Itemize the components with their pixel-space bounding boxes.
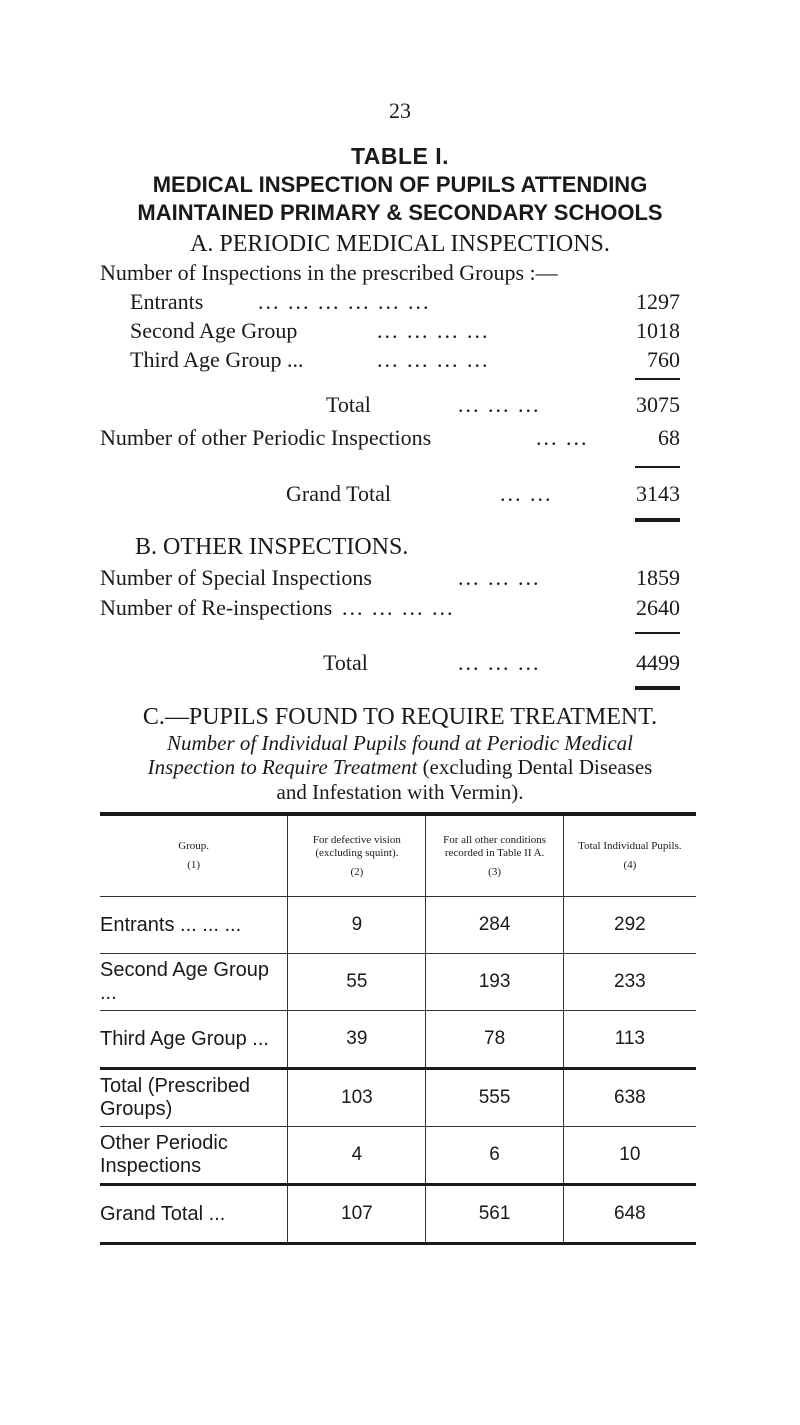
col-header-other-conditions xyxy=(426,816,563,897)
table-row xyxy=(100,1185,696,1244)
cell-group: Grand Total ... xyxy=(100,1185,288,1244)
cell-total: 648 xyxy=(563,1185,696,1244)
table-header-row xyxy=(100,816,696,897)
section-a-intro: Number of Inspections in the prescribed Groups :— xyxy=(100,260,558,285)
cell-defective-vision: 103 xyxy=(288,1069,426,1127)
section-c-subheading-text-1: Number of Individual Pupils found at Periodic Medical xyxy=(166,731,634,755)
col-header-total-num: (4) xyxy=(623,859,637,871)
cell-group: Other Periodic Inspections xyxy=(100,1127,288,1185)
cell-total: 233 xyxy=(563,954,696,1011)
cell-defective-vision: 55 xyxy=(288,954,426,1011)
col-header-other-conditions-label: For all other conditions recorded in Table II A. xyxy=(443,833,547,859)
page-number: 23 xyxy=(389,98,411,123)
section-c-subheading-line-3: and Infestation with Vermin). xyxy=(276,780,524,804)
table-row xyxy=(100,1011,696,1069)
cell-group: Third Age Group ... xyxy=(100,1011,288,1069)
entrants-dots: ... ... ... ... ... ... xyxy=(258,289,431,314)
col-header-group-num: (1) xyxy=(187,859,201,871)
title-line-1: MEDICAL INSPECTION OF PUPILS ATTENDING xyxy=(152,172,648,197)
treatment-table xyxy=(100,816,696,1245)
col-header-total-label: Total Individual Pupils. xyxy=(578,840,682,852)
section-c-subheading-line-1 xyxy=(0,731,800,756)
re-inspections-value: 2640 xyxy=(636,595,680,620)
cell-other-conditions: 6 xyxy=(426,1127,563,1185)
col-header-defective-vision-num: (2) xyxy=(350,865,364,878)
grand-total-a-label: Grand Total xyxy=(286,481,391,506)
col-header-other-conditions-num: (3) xyxy=(488,865,501,878)
section-a-heading: A. PERIODIC MEDICAL INSPECTIONS. xyxy=(190,231,610,257)
cell-total: 10 xyxy=(563,1127,696,1185)
col-header-group xyxy=(100,816,288,897)
entrants-label: Entrants xyxy=(130,289,204,314)
second-age-value: 1018 xyxy=(636,318,680,343)
section-c-subheading-text-3: (excluding Dental Diseases xyxy=(417,755,653,779)
cell-other-conditions: 555 xyxy=(426,1069,563,1127)
other-periodic-value: 68 xyxy=(658,425,680,450)
cell-other-conditions: 78 xyxy=(426,1011,563,1069)
table-heading: TABLE I. xyxy=(350,143,450,169)
cell-defective-vision: 4 xyxy=(288,1127,426,1185)
entrants-value: 1297 xyxy=(636,289,680,314)
cell-total: 638 xyxy=(563,1069,696,1127)
total-b-dots: ... ... ... xyxy=(458,650,541,675)
special-inspections-value: 1859 xyxy=(636,565,680,590)
double-divider xyxy=(635,686,680,690)
divider xyxy=(635,378,680,380)
table-row xyxy=(100,954,696,1011)
cell-other-conditions: 193 xyxy=(426,954,563,1011)
third-age-label: Third Age Group ... xyxy=(130,347,304,372)
total-b-label: Total xyxy=(323,650,368,675)
cell-group: Total (Prescribed Groups) xyxy=(100,1069,288,1127)
second-age-label: Second Age Group xyxy=(130,318,298,343)
total-a-dots: ... ... ... xyxy=(458,392,541,417)
special-inspections-label: Number of Special Inspections xyxy=(100,565,372,590)
section-b-heading: B. OTHER INSPECTIONS. xyxy=(135,534,409,560)
other-periodic-label: Number of other Periodic Inspections xyxy=(100,425,432,450)
cell-other-conditions: 561 xyxy=(426,1185,563,1244)
divider xyxy=(635,632,680,634)
section-c-subheading-text-2: Inspection to Require Treatment xyxy=(147,755,418,779)
double-divider xyxy=(635,518,680,522)
cell-total: 292 xyxy=(563,897,696,954)
cell-defective-vision: 107 xyxy=(288,1185,426,1244)
second-age-dots: ... ... ... ... xyxy=(377,318,490,343)
col-header-group-label: Group. xyxy=(178,840,210,852)
table-row xyxy=(100,897,696,954)
cell-group: Entrants ... ... ... xyxy=(100,897,288,954)
re-inspections-dots: ... ... ... ... xyxy=(342,595,455,620)
third-age-dots: ... ... ... ... xyxy=(377,347,490,372)
grand-total-a-dots: ... ... xyxy=(500,481,553,506)
cell-defective-vision: 9 xyxy=(288,897,426,954)
col-header-total xyxy=(563,816,696,897)
cell-defective-vision: 39 xyxy=(288,1011,426,1069)
re-inspections-label: Number of Re-inspections xyxy=(100,595,333,620)
special-inspections-dots: ... ... ... xyxy=(458,565,541,590)
cell-total: 113 xyxy=(563,1011,696,1069)
cell-group: Second Age Group ... xyxy=(100,954,288,1011)
grand-total-a-value: 3143 xyxy=(636,481,680,506)
section-c-subheading-line-2 xyxy=(0,755,800,780)
divider xyxy=(635,466,680,468)
col-header-defective-vision xyxy=(288,816,426,897)
table-row xyxy=(100,1069,696,1127)
third-age-value: 760 xyxy=(647,347,680,372)
total-a-value: 3075 xyxy=(636,392,680,417)
table-row xyxy=(100,1127,696,1185)
total-b-value: 4499 xyxy=(636,650,680,675)
total-a-label: Total xyxy=(326,392,371,417)
col-header-defective-vision-label: For defective vision (excluding squint). xyxy=(312,833,401,859)
title-line-2: MAINTAINED PRIMARY & SECONDARY SCHOOLS xyxy=(137,200,663,225)
other-periodic-dots: ... ... xyxy=(536,425,589,450)
cell-other-conditions: 284 xyxy=(426,897,563,954)
section-c-heading: C.—PUPILS FOUND TO REQUIRE TREATMENT. xyxy=(142,704,658,730)
